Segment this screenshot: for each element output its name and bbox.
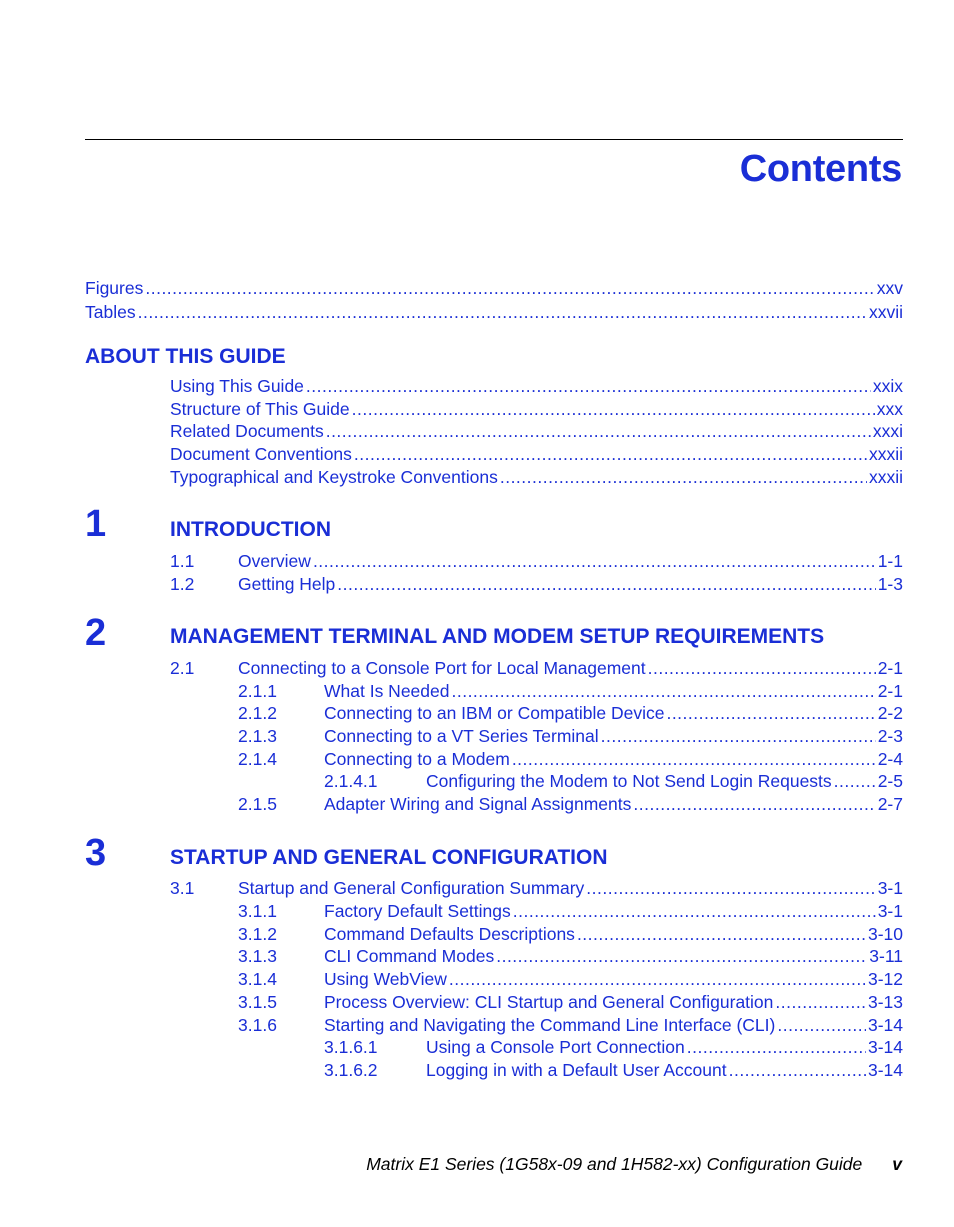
dot-leader: [451, 680, 875, 702]
toc-entry-label: Connecting to an IBM or Compatible Device: [324, 703, 665, 723]
toc-entry-page: 2-1: [877, 658, 903, 678]
toc-entry[interactable]: [238, 1014, 903, 1036]
dot-leader: [577, 923, 866, 945]
toc-entry-label: Command Defaults Descriptions: [324, 924, 575, 944]
dot-leader: [633, 793, 875, 815]
dot-leader: [352, 398, 875, 420]
dot-leader: [729, 1059, 866, 1081]
toc-entry-page: 2-2: [877, 703, 903, 723]
toc-entry-page: 3-11: [869, 946, 903, 966]
toc-entry-page: 3-12: [867, 969, 903, 989]
toc-entry-tables[interactable]: [85, 301, 903, 323]
toc-entry-page: 1-3: [877, 574, 903, 594]
toc-entry[interactable]: [170, 398, 903, 420]
toc-entry[interactable]: [324, 770, 903, 792]
toc-entry[interactable]: [238, 945, 903, 967]
toc-entry-label: Tables: [85, 302, 136, 322]
toc-entry-number: 3.1.5: [238, 992, 277, 1012]
dot-leader: [138, 301, 867, 323]
toc-entry-page: xxxi: [872, 421, 903, 441]
toc-entry[interactable]: [170, 443, 903, 465]
toc-entry-number: 3.1.3: [238, 946, 277, 966]
dot-leader: [687, 1036, 866, 1058]
toc-entry-label: Logging in with a Default User Account: [426, 1060, 727, 1080]
toc-entry[interactable]: [324, 1036, 903, 1058]
toc-entry[interactable]: [238, 900, 903, 922]
footer-title: Matrix E1 Series (1G58x-09 and 1H582-xx) Configuration Guide: [366, 1154, 863, 1174]
toc-entry-page: 2-4: [877, 749, 903, 769]
toc-entry-label: What Is Needed: [324, 681, 450, 701]
toc-entry-label: Factory Default Settings: [324, 901, 511, 921]
toc-entry-label: Structure of This Guide: [170, 399, 350, 419]
toc-entry-number: 2.1.4.1: [324, 771, 378, 791]
toc-entry-label: Overview: [238, 551, 311, 571]
toc-entry[interactable]: [238, 725, 903, 747]
dot-leader: [834, 770, 876, 792]
chapter-number: 2: [85, 612, 107, 654]
toc-entry[interactable]: [170, 550, 903, 572]
dot-leader: [500, 466, 867, 488]
toc-entry-label: Getting Help: [238, 574, 336, 594]
toc-entry-page: 3-10: [867, 924, 903, 944]
toc-entry-label: Adapter Wiring and Signal Assignments: [324, 794, 632, 814]
dot-leader: [145, 277, 874, 299]
toc-entry-figures[interactable]: [85, 277, 903, 299]
chapter-title[interactable]: INTRODUCTION: [170, 518, 331, 541]
toc-entry-number: 3.1.2: [238, 924, 277, 944]
toc-entry-number: 2.1.2: [238, 703, 277, 723]
chapter-number: 1: [85, 503, 107, 545]
toc-entry-number: 2.1.5: [238, 794, 277, 814]
toc-entry-page: 3-13: [867, 992, 903, 1012]
toc-entry-label: Process Overview: CLI Startup and General Configuration: [324, 992, 774, 1012]
dot-leader: [601, 725, 876, 747]
toc-entry-page: xxvii: [868, 302, 903, 322]
toc-entry-page: xxxii: [868, 444, 903, 464]
toc-entry-page: 2-5: [877, 771, 903, 791]
toc-entry-page: xxix: [872, 376, 903, 396]
toc-entry-label: Configuring the Modem to Not Send Login Requests: [426, 771, 832, 791]
toc-entry-page: 2-1: [877, 681, 903, 701]
toc-entry-number: 2.1: [170, 658, 195, 678]
toc-entry[interactable]: [324, 1059, 903, 1081]
chapter-number: 3: [85, 832, 107, 874]
toc-entry[interactable]: [238, 748, 903, 770]
toc-entry-number: 3.1.6: [238, 1015, 277, 1035]
toc-entry-number: 3.1.6.2: [324, 1060, 378, 1080]
toc-entry-number: 2.1.1: [238, 681, 277, 701]
toc-entry[interactable]: [238, 680, 903, 702]
dot-leader: [512, 748, 876, 770]
toc-entry-page: 3-1: [877, 901, 903, 921]
toc-entry[interactable]: [170, 375, 903, 397]
toc-entry-label: Using This Guide: [170, 376, 304, 396]
toc-entry-label: Connecting to a Modem: [324, 749, 510, 769]
dot-leader: [648, 657, 876, 679]
page-footer: [85, 1154, 902, 1175]
toc-entry-number: 3.1.1: [238, 901, 277, 921]
toc-entry-label: Using WebView: [324, 969, 447, 989]
toc-entry-page: 3-14: [867, 1060, 903, 1080]
toc-entry-page: 2-3: [877, 726, 903, 746]
dot-leader: [326, 420, 871, 442]
toc-entry[interactable]: [238, 968, 903, 990]
dot-leader: [777, 1014, 866, 1036]
dot-leader: [354, 443, 867, 465]
toc-entry-label: CLI Command Modes: [324, 946, 495, 966]
toc-entry-label: Starting and Navigating the Command Line Interface (CLI): [324, 1015, 776, 1035]
dot-leader: [586, 877, 875, 899]
dot-leader: [666, 702, 875, 724]
toc-entry[interactable]: [170, 466, 903, 488]
toc-entry-label: Using a Console Port Connection: [426, 1037, 685, 1057]
toc-entry-number: 2.1.3: [238, 726, 277, 746]
toc-entry-page: 3-14: [867, 1037, 903, 1057]
dot-leader: [313, 550, 876, 572]
toc-entry-label: Related Documents: [170, 421, 324, 441]
dot-leader: [496, 945, 867, 967]
toc-entry-page: 2-7: [877, 794, 903, 814]
toc-entry-number: 1.1: [170, 551, 195, 571]
dot-leader: [449, 968, 866, 990]
toc-entry-number: 2.1.4: [238, 749, 277, 769]
toc-entry[interactable]: [238, 991, 903, 1013]
toc-entry[interactable]: [170, 420, 903, 442]
toc-entry-page: 1-1: [877, 551, 903, 571]
dot-leader: [775, 991, 866, 1013]
toc-entry[interactable]: [238, 793, 903, 815]
toc-entry-label: Connecting to a VT Series Terminal: [324, 726, 599, 746]
dot-leader: [337, 573, 875, 595]
toc-entry[interactable]: [238, 702, 903, 724]
toc-entry[interactable]: [170, 657, 903, 679]
dot-leader: [513, 900, 876, 922]
footer-page-number: v: [892, 1154, 902, 1174]
toc-entry-label: Typographical and Keystroke Conventions: [170, 467, 498, 487]
toc-entry[interactable]: [238, 923, 903, 945]
toc-entry-label: Connecting to a Console Port for Local Management: [238, 658, 646, 678]
toc-entry[interactable]: [170, 573, 903, 595]
header-rule: [85, 139, 903, 140]
toc-entry-page: xxx: [876, 399, 903, 419]
toc-entry-number: 3.1.6.1: [324, 1037, 378, 1057]
toc-entry-label: Figures: [85, 278, 144, 298]
chapter-title[interactable]: MANAGEMENT TERMINAL AND MODEM SETUP REQUIREMENTS: [170, 625, 825, 648]
toc-entry-label: Startup and General Configuration Summary: [238, 878, 585, 898]
page-title: Contents: [739, 148, 902, 190]
toc-entry-page: xxv: [876, 278, 903, 298]
toc-entry-page: xxxii: [868, 467, 903, 487]
toc-entry-number: 3.1.4: [238, 969, 277, 989]
chapter-title[interactable]: STARTUP AND GENERAL CONFIGURATION: [170, 846, 608, 869]
toc-entry-page: 3-14: [867, 1015, 903, 1035]
section-heading-about[interactable]: ABOUT THIS GUIDE: [85, 345, 286, 368]
toc-entry-number: 1.2: [170, 574, 195, 594]
toc-entry-label: Document Conventions: [170, 444, 352, 464]
dot-leader: [306, 375, 871, 397]
toc-entry[interactable]: [170, 877, 903, 899]
toc-entry-number: 3.1: [170, 878, 195, 898]
toc-entry-page: 3-1: [877, 878, 903, 898]
